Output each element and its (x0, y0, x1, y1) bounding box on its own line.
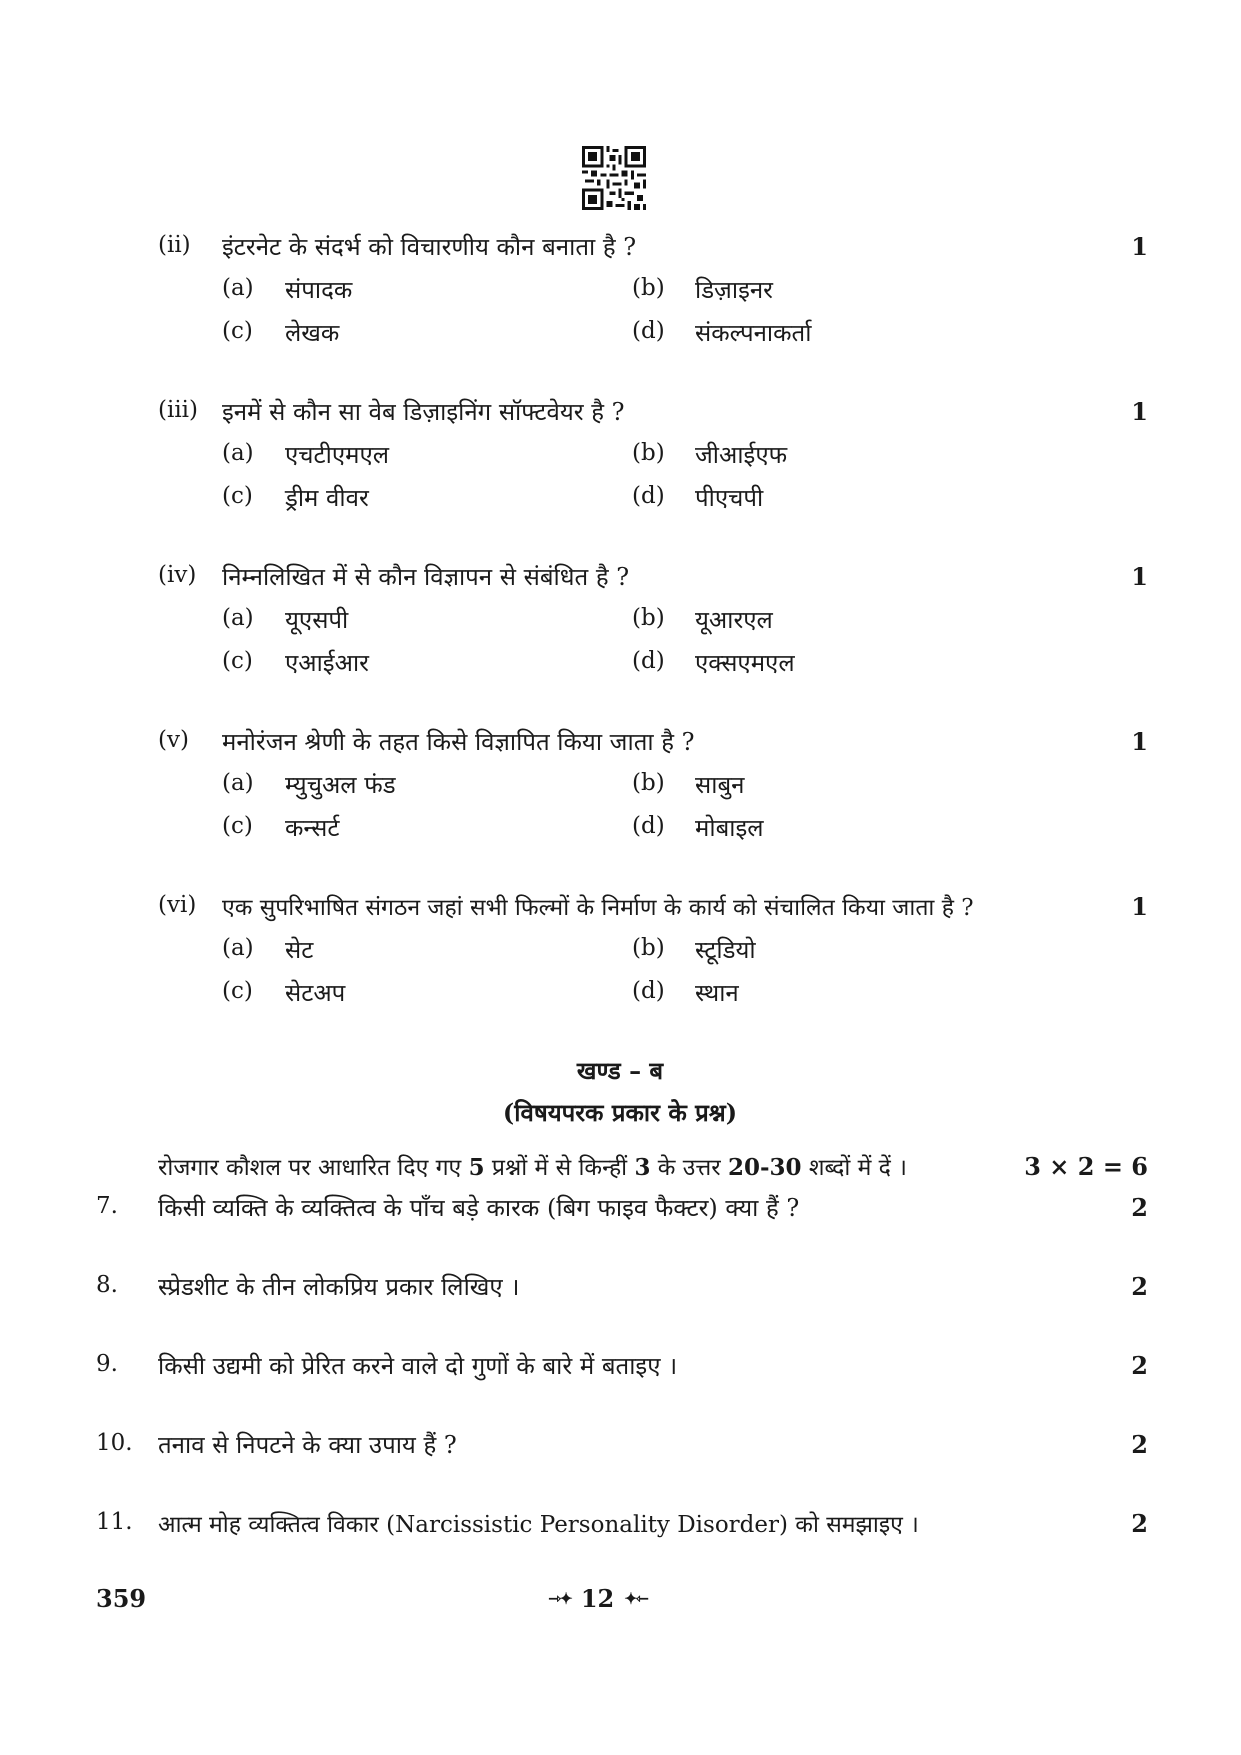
option-text: कन्सर्ट (285, 814, 340, 842)
option-label: (a) (222, 605, 254, 631)
option-text: यूएसपी (285, 606, 349, 634)
option-label: (b) (632, 275, 665, 301)
option-label: (c) (222, 318, 253, 344)
option-label: (b) (632, 935, 665, 961)
option-label: (a) (222, 935, 254, 961)
question-number: (v) (158, 727, 189, 753)
section-instruction (158, 1150, 907, 1182)
question-marks: 1 (1131, 232, 1148, 261)
option-text: एआईआर (285, 649, 369, 677)
option-text: एक्सएमएल (695, 649, 795, 677)
option-text: पीएचपी (695, 484, 764, 512)
question-number: 7. (96, 1193, 118, 1219)
option-label: (c) (222, 978, 253, 1004)
option-text: म्युचुअल फंड (285, 771, 396, 799)
option-text: सेट (285, 936, 314, 964)
question-number: (iii) (158, 397, 199, 423)
paper-code: 359 (96, 1584, 147, 1613)
option-text: संपादक (285, 276, 353, 304)
option-text: ड्रीम वीवर (285, 484, 369, 512)
question-text: स्प्रेडशीट के तीन लोकप्रिय प्रकार लिखिए । (158, 1273, 520, 1301)
option-label: (a) (222, 440, 254, 466)
question-number: 10. (96, 1430, 133, 1456)
option-label: (d) (632, 318, 665, 344)
option-text: सेटअप (285, 979, 346, 1007)
option-text: मोबाइल (695, 814, 764, 842)
option-text: जीआईएफ (695, 441, 788, 469)
question-number: 11. (96, 1509, 133, 1535)
option-text: स्टूडियो (695, 936, 756, 964)
question-number: 9. (96, 1351, 118, 1377)
instruction-part: के उत्तर (650, 1155, 728, 1181)
option-label: (b) (632, 605, 665, 631)
page-number: 12 (580, 1584, 615, 1613)
qr-code-icon (582, 146, 646, 210)
question-text: इंटरनेट के संदर्भ को विचारणीय कौन बनाता है ? (222, 233, 637, 261)
question-number: (ii) (158, 232, 191, 258)
page-number-group (548, 1584, 647, 1613)
question-marks: 1 (1131, 562, 1148, 591)
ornament-right-icon: ✦⇽ (624, 1589, 648, 1608)
option-label: (d) (632, 813, 665, 839)
option-label: (d) (632, 978, 665, 1004)
question-marks: 2 (1131, 1193, 1148, 1222)
section-subtitle: (विषयपरक प्रकार के प्रश्न) (502, 1098, 738, 1127)
question-marks: 2 (1131, 1272, 1148, 1301)
instruction-part: रोजगार कौशल पर आधारित दिए गए (158, 1155, 469, 1181)
option-label: (b) (632, 770, 665, 796)
question-number: (iv) (158, 562, 197, 588)
question-marks: 2 (1131, 1509, 1148, 1538)
option-label: (a) (222, 770, 254, 796)
instruction-word-limit: 20-30 (727, 1154, 802, 1181)
option-text: यूआरएल (695, 606, 773, 634)
question-marks: 2 (1131, 1430, 1148, 1459)
option-text: लेखक (285, 319, 340, 347)
question-marks: 1 (1131, 892, 1148, 921)
question-marks: 1 (1131, 727, 1148, 756)
question-text: किसी उद्यमी को प्रेरित करने वाले दो गुणों के बारे में बताइए । (158, 1352, 678, 1380)
option-text: डिज़ाइनर (695, 276, 773, 304)
option-label: (b) (632, 440, 665, 466)
instruction-choose: 3 (634, 1154, 651, 1181)
question-text: एक सुपरिभाषित संगठन जहां सभी फिल्मों के निर्माण के कार्य को संचालित किया जाता है ? (222, 895, 974, 921)
instruction-part: प्रश्नों में से किन्हीं (484, 1155, 635, 1181)
question-text: तनाव से निपटने के क्या उपाय हैं ? (158, 1431, 457, 1459)
option-label: (a) (222, 275, 254, 301)
question-text: मनोरंजन श्रेणी के तहत किसे विज्ञापित किया जाता है ? (222, 728, 695, 756)
instruction-count: 5 (468, 1154, 485, 1181)
question-text: आत्म मोह व्यक्तित्व विकार (Narcissistic Personality Disorder) को समझाइए । (158, 1512, 919, 1538)
question-number: (vi) (158, 892, 197, 918)
instruction-part: शब्दों में दें । (801, 1155, 907, 1181)
section-title: खण्ड – ब (576, 1056, 664, 1085)
option-label: (d) (632, 483, 665, 509)
option-text: संकल्पनाकर्ता (695, 319, 812, 347)
option-text: एचटीएमएल (285, 441, 389, 469)
ornament-left-icon: ⇾✦ (548, 1589, 571, 1608)
question-text: इनमें से कौन सा वेब डिज़ाइनिंग सॉफ्टवेयर है ? (222, 398, 625, 426)
option-text: साबुन (695, 771, 745, 799)
option-label: (c) (222, 813, 253, 839)
question-marks: 2 (1131, 1351, 1148, 1380)
question-text: निम्नलिखित में से कौन विज्ञापन से संबंधित है ? (222, 563, 630, 591)
option-label: (d) (632, 648, 665, 674)
option-text: स्थान (695, 979, 739, 1007)
question-marks: 1 (1131, 397, 1148, 426)
question-text: किसी व्यक्ति के व्यक्तित्व के पाँच बड़े कारक (बिग फाइव फैक्टर) क्या हैं ? (158, 1194, 800, 1222)
option-label: (c) (222, 483, 253, 509)
section-marks: 3 × 2 = 6 (1024, 1152, 1148, 1181)
question-number: 8. (96, 1272, 118, 1298)
option-label: (c) (222, 648, 253, 674)
